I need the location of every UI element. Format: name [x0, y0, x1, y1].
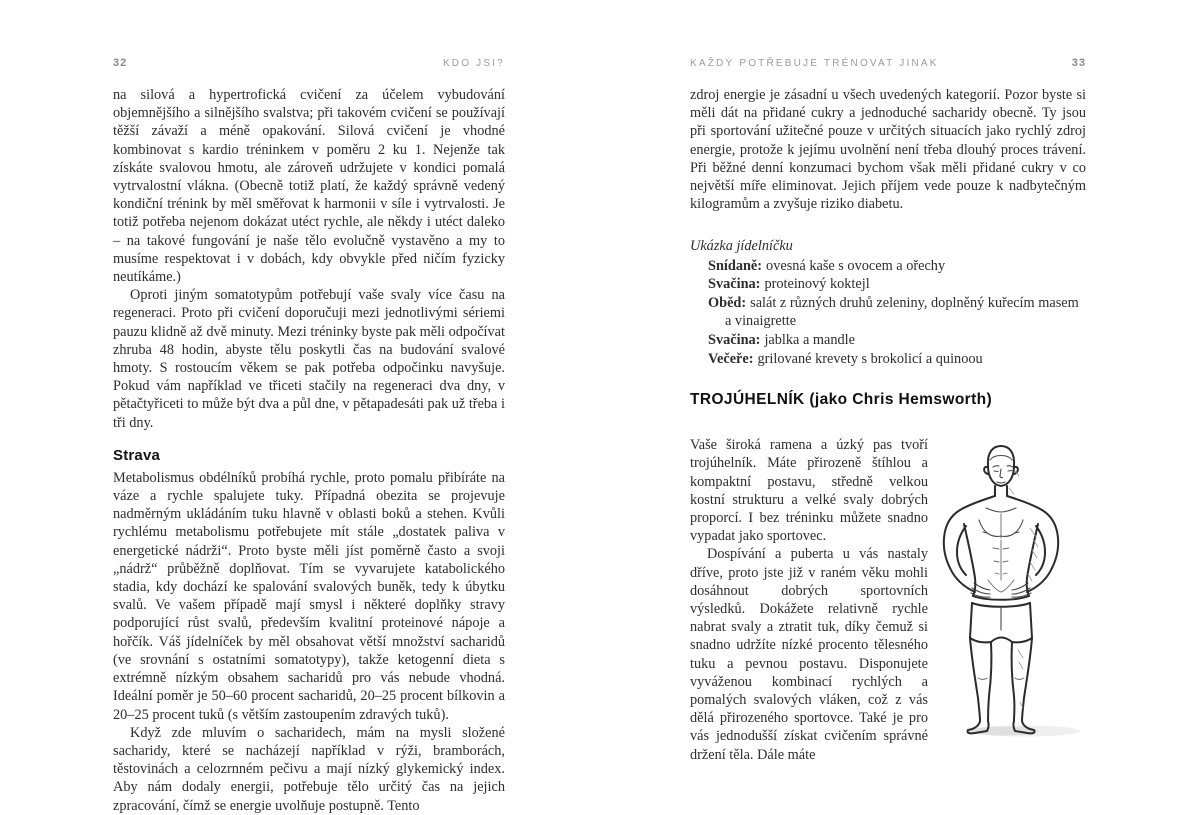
right-page-header: [690, 57, 1086, 69]
right-page-text-column: [690, 86, 1086, 764]
strava-paragraph-1: Metabolismus obdélníků probíhá rychle, proto pomalu přibíráte na váze a rychle spalujete tuky. Případná obezita se projevuje nadměrným ukládáním tuku hlavně v oblasti boků a stehen. Kvůli rychlému metabolismu potřebujete mít stále „dostatek paliva v energetické nádrži“. Proto byste měli jíst poměrně často a svoji „nádrž“ průběžně doplňovat. Tím se vyvarujete katabolického stadia, kdy dochází ke spalování svalových buněk, tedy k úbytku svalů. Ve vašem případě mají smysl i některé doplňky stravy podporující růst svalů, především kvalitní proteinové nápoje a hořčík. Váš jídelníček by měl obsahovat větší množství sacharidů (ve srovnání s ostatními somatotypy), takže ketogenní dieta s extrémně nízkým obsahem sacharidů pro vás nebude vhodná. Ideální poměr je 50–60 procent sacharidů, 20–25 procent bílkovin a 20–25 procent tuků (s větším zastoupením zdravých tuků).: [113, 469, 505, 723]
menu-item-label: Svačina:: [708, 276, 761, 293]
menu-title: Ukázka jídelníčku: [690, 238, 793, 255]
menu-item-dinner: [690, 350, 1086, 369]
strava-paragraph-2: Když zde mluvím o sacharidech, mám na mysli složené sacharidy, které se nacházejí například v rýži, bramborách, těstovinách a celozrnném pečivu a mají nízký glykemický index. Aby nám dodaly energii, potřebuje tělo určitý čas na jejich zpracování, čímž se energie uvolňuje postupně. Tento: [113, 724, 505, 814]
strava-section-heading: Strava: [113, 446, 161, 464]
menu-item-snack-2: [690, 331, 1086, 350]
menu-item-lunch: [690, 294, 1086, 331]
menu-item-label: Oběd:: [708, 294, 747, 311]
triangle-paragraph-2: Dospívání a puberta u vás nastaly dříve, proto jste již v raném věku mohli dosáhnout dobrých sportovních výsledků. Dokážete relativně rychle nabrat svaly a ztratit tuk, díky čemuž si snadno udržíte nízké procento tělesného tuku a pevnou postavu. Disponujete vyváženou kombinací rychlých a pomalých svalových vláken, což z vás dělá přirozeného sportovce. Také je pro vás jednodušší získat cvičením správné držení těla. Dále máte: [690, 546, 928, 763]
right-running-head: KAŽDÝ POTŘEBUJE TRÉNOVAT JINAK: [690, 58, 939, 69]
sample-menu-list: [690, 257, 1086, 369]
menu-item-text: ovesná kaše s ovocem a ořechy: [766, 257, 946, 274]
left-page-text-column: [113, 86, 505, 815]
male-figure-hands-on-hips-illustration: [936, 440, 1086, 740]
right-intro-paragraph: zdroj energie je zásadní u všech uvedených kategorií. Pozor byste si měli dát na přidané cukry a jednoduché sacharidy obecně. Ty jsou při sportování užitečné pouze v určitých situacích jako rychlý zdroj energie, protože k jejímu uvolnění není třeba dlouhý proces trávení. Při běžné denní konzumaci bychom však měli přidané cukry v co největší míře eliminovat. Jejich příjem vede pouze k nadbytečným kilogramům a zvyšuje riziko diabetu.: [690, 87, 1086, 213]
male-figure-svg: [936, 440, 1086, 740]
left-running-head: KDO JSI?: [442, 58, 505, 69]
left-paragraph-2: Oproti jiným somatotypům potřebují vaše svaly více času na regeneraci. Proto při cvičení doporučuji mezi jednotlivými sériemi pauzu klidně až dvě minuty. Mezi tréninky byste pak měli odpočívat zhruba 48 hodin, abyste tělu poskytli čas na budování svalové hmoty. S rostoucím věkem se pak potřeba odpočinku navyšuje. Pokud vám například ve třiceti stačily na regeneraci dva dny, v pětačtyřiceti to může být dva a půl dne, v pětapadesáti pak už třeba i tři dny.: [113, 287, 505, 431]
right-page-number: 33: [1071, 57, 1086, 69]
menu-item-label: Svačina:: [708, 332, 761, 348]
left-page-number: 32: [113, 57, 128, 69]
triangle-section: [690, 436, 1086, 764]
menu-item-snack-1: [690, 275, 1086, 294]
menu-item-breakfast: [690, 257, 1086, 276]
triangle-section-heading: TROJÚHELNÍK (jako Chris Hemsworth): [690, 391, 993, 409]
menu-item-label: Večeře:: [708, 350, 754, 367]
menu-item-text: salát z různých druhů zeleniny, doplněný kuřecím masem a vinaigrette: [725, 294, 1079, 330]
menu-item-text: grilované krevety s brokolicí a quinoou: [757, 350, 983, 367]
left-page-header: [113, 57, 505, 69]
menu-item-label: Snídaně:: [708, 257, 763, 274]
menu-item-text: proteinový koktejl: [764, 276, 870, 293]
triangle-paragraph-1: Vaše široká ramena a úzký pas tvoří trojúhelník. Máte přirozeně štíhlou a kompaktní postavu, středně velkou kostní strukturu a velké svaly dobrých proporcí. I bez tréninku můžete snadno vypadat jako sportovec.: [690, 437, 928, 545]
menu-item-text: jablka a mandle: [764, 332, 855, 348]
left-paragraph-1: na silová a hypertrofická cvičení za účelem vybudování objemnějšího a silnějšího svalstva; při takovém cvičení se používají těžší závaží a méně opakování. Silová cvičení je vhodné kombinovat s kardio tréninkem v poměru 2 ku 1. Nejenže tak získáte svalovou hmotu, ale zároveň udržujete v kondici pomalá vytrvalostní vlákna. (Obecně totiž platí, že každý správně vedený kondiční trénink by měl směřovat k harmonii v síle i vytrvalosti. Je totiž potřeba nejenom dokázat utéct rychle, ale někdy i utéct daleko – na takové fungování je naše tělo evolučně vystavěno a my to musíme respektovat i v dobách, kdy obvykle před ničím fyzicky neutíkáme.): [113, 87, 505, 286]
